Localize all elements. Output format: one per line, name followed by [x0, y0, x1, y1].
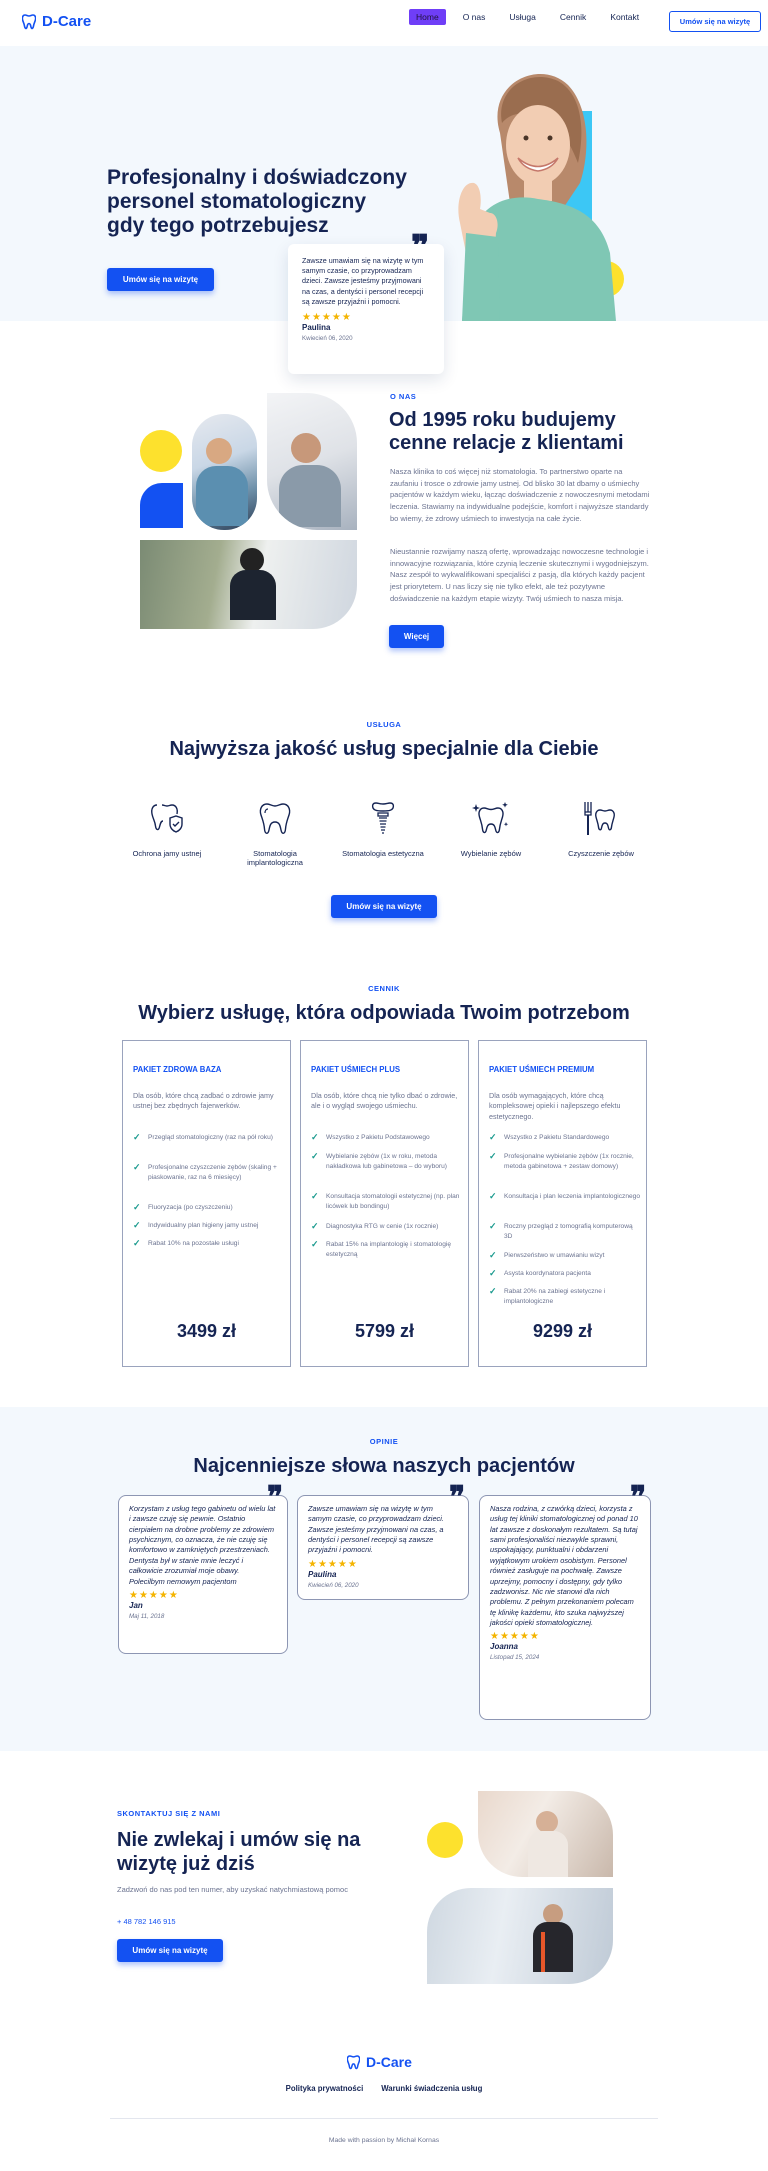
logo-text: D-Care	[42, 13, 92, 30]
plan-feature	[489, 1287, 641, 1306]
about-paragraph-1: Nasza klinika to coś więcej niż stomatologia. To partnerstwo oparte na zaufaniu i trosce o zdrowie jamy ustnej. Od blisko 30 lat dbamy o uśmiechy pacjentów w każdym wieku, łącząc doświadczenie z nowoczesnymi metodami leczenia. Stawiamy na indywidualne podejście, komfort i najwyższe standardy bo wiemy, że zdrowy uśmiech to inwestycja na całe życie.	[390, 467, 650, 523]
service-label: Ochrona jamy ustnej	[132, 849, 202, 858]
plan-feature	[133, 1163, 285, 1182]
brand-logo[interactable]	[22, 13, 91, 30]
tooth-logo-icon	[22, 14, 36, 30]
rating-stars: ★★★★★	[302, 312, 352, 324]
about-photo-2	[267, 393, 357, 530]
service-label: Wybielanie zębów	[460, 849, 522, 858]
service-item[interactable]	[441, 800, 541, 858]
check-icon: ✓	[133, 1220, 141, 1230]
service-label: Stomatologia implantologiczna	[247, 849, 303, 868]
hero-testimonial-card	[288, 244, 444, 374]
review-text: Nasza rodzina, z czwórką dzieci, korzysta z usług tej kliniki stomatologicznej od ponad 10 lat zawsze z doskonałym rezultatem. Są tutaj sami profesjonaliści niezwykle sprawni, uspokajający, punktualni i obdarzeni wyjątkowym urokiem osobistym. Personel również zasługuje na pochwałę. Zawsze uprzejmy, pomocny i dostępny, gdy tylko zadzwonisz. Nic nie stanowi dla nich problemu. Z pełnym przekonaniem polecam tę klinikę każdemu, kto szuka najwyższej jakości opieki stomatologicznej.	[490, 1504, 638, 1627]
testimonial-text: Zawsze umawiam się na wizytę w tym samym czasie, co przyprowadzam dzieci. Zawsze jesteśmy przyjmowani na czas, a dentyści i personel recepcji są zawsze przyjaźni i pomocni.	[302, 256, 424, 306]
plan-feature	[133, 1133, 285, 1143]
reviews-section	[0, 1407, 768, 1751]
service-item[interactable]	[117, 800, 217, 858]
quote-icon: ❞	[630, 1480, 647, 1515]
review-card	[297, 1495, 469, 1600]
plan-feature	[489, 1152, 641, 1171]
plan-name: PAKIET ZDROWA BAZA	[133, 1065, 222, 1074]
service-item[interactable]	[551, 800, 651, 858]
nav-services[interactable]: Usługa	[509, 12, 536, 22]
check-icon: ✓	[133, 1202, 141, 1212]
quote-icon: ❞	[449, 1480, 466, 1515]
check-icon: ✓	[311, 1221, 319, 1231]
privacy-policy-link[interactable]: Polityka prywatności	[285, 2084, 364, 2093]
service-label: Czyszczenie zębów	[568, 849, 634, 858]
review-author: Jan	[129, 1600, 143, 1610]
plan-price: 9299 zł	[532, 1321, 593, 1341]
plan-feature	[133, 1221, 285, 1231]
check-icon: ✓	[133, 1132, 141, 1142]
services-title: Najwyższa jakość usług specjalnie dla Ciebie	[169, 738, 599, 760]
plan-name: PAKIET UŚMIECH PLUS	[311, 1065, 401, 1074]
nav-about[interactable]: O nas	[462, 12, 486, 22]
service-label: Stomatologia estetyczna	[342, 849, 424, 858]
pricing-plan-card	[300, 1040, 469, 1367]
check-icon: ✓	[489, 1286, 497, 1296]
services-appointment-button[interactable]: Umów się na wizytę	[331, 895, 437, 918]
hero-woman-image	[440, 63, 620, 321]
pricing-plan-card	[122, 1040, 291, 1367]
review-author: Paulina	[308, 1569, 337, 1579]
feature-text: Wszystko z Pakietu Podstawowego	[326, 1134, 430, 1141]
dental-implant-icon	[364, 800, 402, 838]
tooth-shield-icon	[148, 800, 186, 838]
logo-text: D-Care	[366, 2054, 412, 2070]
about-photo-3	[140, 540, 357, 629]
plan-feature	[489, 1192, 641, 1202]
feature-text: Konsultacja stomatologii estetycznej (np. plan licówek lub bondingu)	[326, 1193, 460, 1210]
plan-feature	[311, 1222, 463, 1232]
contact-phone[interactable]: + 48 782 146 915	[117, 1917, 176, 1926]
review-card	[479, 1495, 651, 1720]
review-date: Listopad 15, 2024	[490, 1654, 540, 1662]
check-icon: ✓	[489, 1250, 497, 1260]
review-card	[118, 1495, 288, 1654]
nav-contact[interactable]: Kontakt	[610, 12, 640, 22]
review-text: Korzystam z usług tego gabinetu od wielu lat i zawsze czuję się pewnie. Ostatnio cierpiałem na drobne problemy ze zdrowiem psychicznym, co oznacza, że nie czuję się komfortowo w zamkniętych przestrzeniach. Dentysta był w stanie mnie leczyć i całkowicie zrozumiał moje obawy. Polecilbym nemowym pacjentom	[129, 1504, 276, 1586]
feature-text: Pierwszeństwo w umawianiu wizyt	[504, 1252, 605, 1259]
feature-text: Profesjonalne czyszczenie zębów (skaling + piaskowanie, raz na 6 miesięcy)	[148, 1164, 277, 1181]
feature-text: Konsultacja i plan leczenia implantologicznego	[504, 1193, 640, 1200]
about-blue-shape	[140, 483, 183, 528]
header-appointment-button[interactable]: Umów się na wizytę	[669, 11, 761, 32]
rating-stars: ★★★★★	[308, 1558, 358, 1570]
about-yellow-circle	[140, 430, 182, 472]
feature-text: Asysta koordynatora pacjenta	[504, 1270, 591, 1277]
feature-text: Rabat 15% na implantologię i stomatologię estetyczną	[326, 1241, 451, 1258]
footer-divider	[110, 2118, 658, 2119]
footer-links	[0, 2084, 768, 2093]
tooth-logo-icon	[347, 2055, 360, 2070]
feature-text: Przegląd stomatologiczny (raz na pół roku)	[148, 1134, 273, 1141]
about-photo-1	[192, 414, 257, 530]
review-date: Maj 11, 2018	[129, 1612, 165, 1620]
plan-description: Dla osób, które chcą zadbać o zdrowie jamy ustnej bez zbędnych fajerwerków.	[133, 1091, 274, 1111]
feature-text: Rabat 20% na zabiegi estetyczne i implantologiczne	[504, 1288, 606, 1305]
feature-text: Fluoryzacja (po czyszczeniu)	[148, 1204, 233, 1211]
terms-link[interactable]: Warunki świadczenia usług	[381, 2084, 483, 2093]
contact-title: Nie zwlekaj i umów się na wizytę już dziś	[117, 1829, 361, 1875]
top-navigation	[0, 0, 768, 46]
check-icon: ✓	[311, 1151, 319, 1161]
plan-feature	[489, 1269, 641, 1279]
plan-description: Dla osób wymagających, które chcą kompleksowej opieki i najlepszego efektu estetycznego.	[489, 1091, 621, 1121]
nav-home[interactable]: Home	[409, 9, 446, 25]
services-kicker: USŁUGA	[366, 720, 402, 729]
check-icon: ✓	[133, 1238, 141, 1248]
plan-description: Dla osób, które chcą nie tylko dbać o zdrowie, ale i o wygląd swojego uśmiechu.	[311, 1091, 458, 1111]
feature-text: Indywidualny plan higieny jamy ustnej	[148, 1222, 259, 1229]
plan-feature	[133, 1239, 285, 1249]
check-icon: ✓	[489, 1132, 497, 1142]
feature-text: Wszystko z Pakietu Standardowego	[504, 1134, 610, 1141]
main-nav	[409, 9, 646, 25]
service-item[interactable]	[225, 800, 325, 868]
about-paragraph-2: Nieustannie rozwijamy naszą ofertę, wprowadzając nowoczesne technologie i innowacyjne rozwiązania, które czynią leczenie skutecznymi i wygodniejszym. Nasz zespół to wykwalifikowani specjaliści z pasją, dla których każdy pacjent jest priorytetem. U nas liczy się nie tylko efekt, ale też pozytywne doświadczenie na każdym etapie wizyty. Twój uśmiech to nasza misja.	[390, 547, 649, 603]
rating-stars: ★★★★★	[129, 1589, 179, 1601]
rating-stars: ★★★★★	[490, 1631, 540, 1643]
about-more-button[interactable]: Więcej	[389, 625, 444, 648]
check-icon: ✓	[311, 1132, 319, 1142]
pricing-kicker: CENNIK	[368, 984, 400, 993]
contact-kicker: SKONTAKTUJ SIĘ Z NAMI	[117, 1809, 221, 1818]
quote-icon: ❞	[267, 1480, 284, 1515]
hero-title: Profesjonalny i doświadczony personel stomatologiczny gdy tego potrzebujesz	[107, 166, 407, 237]
check-icon: ✓	[489, 1268, 497, 1278]
contact-photo-2	[427, 1888, 613, 1984]
contact-appointment-button[interactable]: Umów się na wizytę	[117, 1939, 223, 1962]
tooth-icon	[256, 800, 294, 838]
check-icon: ✓	[133, 1162, 141, 1172]
hero-section	[0, 46, 768, 343]
plan-feature	[311, 1133, 463, 1143]
sparkling-tooth-icon	[472, 800, 510, 838]
feature-text: Roczny przegląd z tomografią komputerową 3D	[504, 1223, 633, 1240]
check-icon: ✓	[489, 1151, 497, 1161]
contact-description: Zadzwoń do nas pod ten numer, aby uzyskać natychmiastową pomoc	[117, 1885, 348, 1894]
plan-name: PAKIET UŚMIECH PREMIUM	[489, 1065, 595, 1074]
about-title: Od 1995 roku budujemy cenne relacje z klientami	[389, 409, 624, 454]
contact-yellow-circle	[427, 1822, 463, 1858]
feature-text: Profesjonalne wybielanie zębów (1x rocznie, metoda gabinetowa + zestaw domowy)	[504, 1153, 634, 1170]
feature-text: Diagnostyka RTG w cenie (1x rocznie)	[326, 1223, 439, 1230]
check-icon: ✓	[311, 1191, 319, 1201]
plan-price: 3499 zł	[176, 1321, 237, 1341]
feature-text: Rabat 10% na pozostałe usługi	[148, 1240, 239, 1247]
review-author: Joanna	[490, 1642, 519, 1652]
feature-text: Wybielanie zębów (1x w roku, metoda nakładkowa lub gabinetowa – do wyboru)	[326, 1153, 447, 1170]
review-text: Zawsze umawiam się na wizytę w tym samym czasie, co przyprowadzam dzieci. Zawsze jesteśmy przyjmowani na czas, a dentyści i personel recepcji są zawsze przyjaźni i pomocni.	[308, 1504, 444, 1555]
toothbrush-tooth-icon	[582, 800, 620, 838]
reviews-kicker: OPINIE	[369, 1437, 399, 1446]
plan-feature	[311, 1192, 463, 1211]
plan-feature	[133, 1203, 285, 1213]
testimonial-date: Kwiecień 06, 2020	[302, 335, 353, 343]
review-date: Kwiecień 06, 2020	[308, 1581, 359, 1589]
contact-photo-1	[478, 1791, 613, 1877]
about-kicker: O NAS	[390, 392, 417, 401]
plan-feature	[489, 1222, 641, 1241]
plan-feature	[489, 1251, 641, 1261]
plan-feature	[489, 1133, 641, 1143]
check-icon: ✓	[489, 1191, 497, 1201]
hero-appointment-button[interactable]: Umów się na wizytę	[107, 268, 214, 291]
check-icon: ✓	[489, 1221, 497, 1231]
testimonial-author: Paulina	[302, 323, 331, 333]
footer-credit: Made with passion by Michał Kornas	[328, 2137, 440, 2144]
check-icon: ✓	[311, 1239, 319, 1249]
plan-price: 5799 zł	[354, 1321, 415, 1341]
footer-logo[interactable]	[347, 2054, 412, 2070]
service-item[interactable]	[333, 800, 433, 858]
pricing-plan-card	[478, 1040, 647, 1367]
plan-feature	[311, 1240, 463, 1259]
pricing-title: Wybierz usługę, która odpowiada Twoim potrzebom	[138, 1002, 630, 1024]
plan-feature	[311, 1152, 463, 1171]
reviews-title: Najcenniejsze słowa naszych pacjentów	[193, 1455, 575, 1477]
nav-pricing[interactable]: Cennik	[559, 12, 587, 22]
